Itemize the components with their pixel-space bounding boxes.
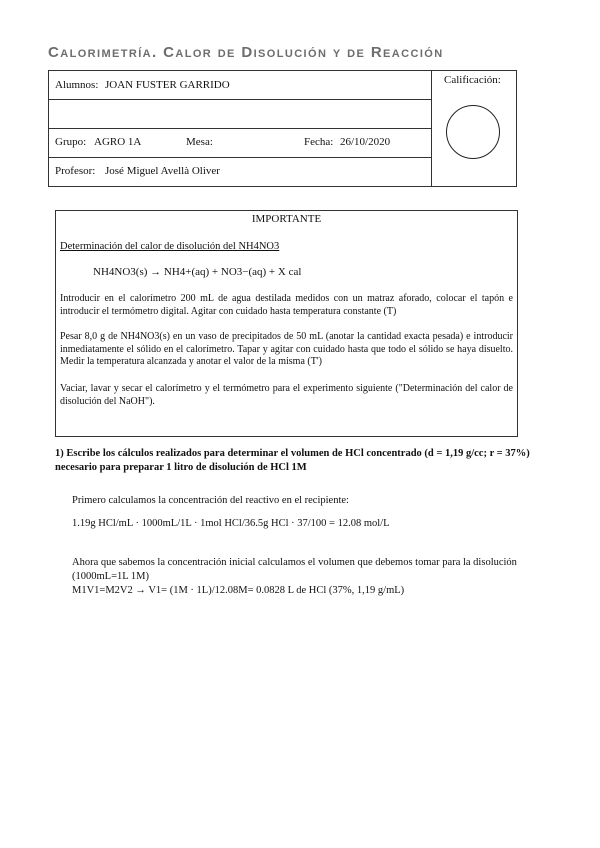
group-value: AGRO 1A — [94, 136, 142, 148]
procedure-step-2: Pesar 8,0 g de NH4NO3(s) en un vaso de precipitados de 50 mL (anotar la cantidad exacta pesada) e introducir inmediatamente el sólido en el calorímetro. Tapar y agitar con cuidado hasta que todo el sólido se haya disuelto. Medir la temperatura alcanzada y anotar el valor de la misma (T') — [60, 331, 513, 367]
important-subtitle: Determinación del calor de disolución del NH4NO3 — [60, 241, 280, 252]
group-row — [49, 129, 431, 158]
grade-label: Calificación: — [444, 74, 501, 86]
important-box — [55, 210, 518, 437]
teacher-row — [49, 158, 431, 186]
grade-circle — [446, 105, 500, 159]
procedure-step-3: Vaciar, lavar y secar el calorímetro y el termómetro para el experimento siguiente ("Determinación del calor de disolución del NaOH"). — [60, 383, 513, 407]
reaction-equation: NH4NO3(s) → NH4+(aq) + NO3−(aq) + X cal — [93, 266, 302, 278]
important-heading: IMPORTANTE — [251, 213, 322, 225]
student-row — [49, 71, 431, 100]
student-label: Alumnos: — [55, 79, 99, 91]
page-title: Calorimetría. Calor de Disolución y de Reacción — [48, 44, 444, 61]
answer-line-5: M1V1=M2V2 → V1= (1M · 1L)/12.08M= 0.0828 L de HCl (37%, 1,19 g/mL) — [72, 585, 405, 596]
group-label: Grupo: — [55, 136, 87, 148]
answer-line-2: 1.19g HCl/mL · 1000mL/1L · 1mol HCl/36.5g HCl · 37/100 = 12.08 mol/L — [72, 518, 390, 529]
procedure-step-1: Introducir en el calorímetro 200 mL de agua destilada medidos con un matraz aforado, colocar el tapón e introducir el termómetro digital. Agitar con cuidado hasta temperatura constante (T) — [60, 293, 513, 317]
header-table — [48, 70, 517, 187]
answer-line-4: (1000mL=1L 1M) — [72, 571, 149, 582]
header-divider — [431, 71, 432, 186]
answer-line-3: Ahora que sabemos la concentración inicial calculamos el volumen que debemos tomar para la disolución — [72, 557, 517, 568]
date-label: Fecha: — [304, 136, 334, 148]
date-value: 26/10/2020 — [340, 136, 391, 148]
question-1: 1) Escribe los cálculos realizados para determinar el volumen de HCl concentrado (d = 1,19 g/cc; r = 37%) necesario para preparar 1 litro de disolución de HCl 1M — [55, 448, 530, 473]
student-value: JOAN FUSTER GARRIDO — [105, 79, 230, 91]
table-label: Mesa: — [186, 136, 213, 148]
teacher-value: José Miguel Avellà Oliver — [105, 165, 220, 177]
blank-row — [49, 100, 431, 129]
teacher-label: Profesor: — [55, 165, 96, 177]
answer-line-1: Primero calculamos la concentración del reactivo en el recipiente: — [72, 495, 349, 506]
